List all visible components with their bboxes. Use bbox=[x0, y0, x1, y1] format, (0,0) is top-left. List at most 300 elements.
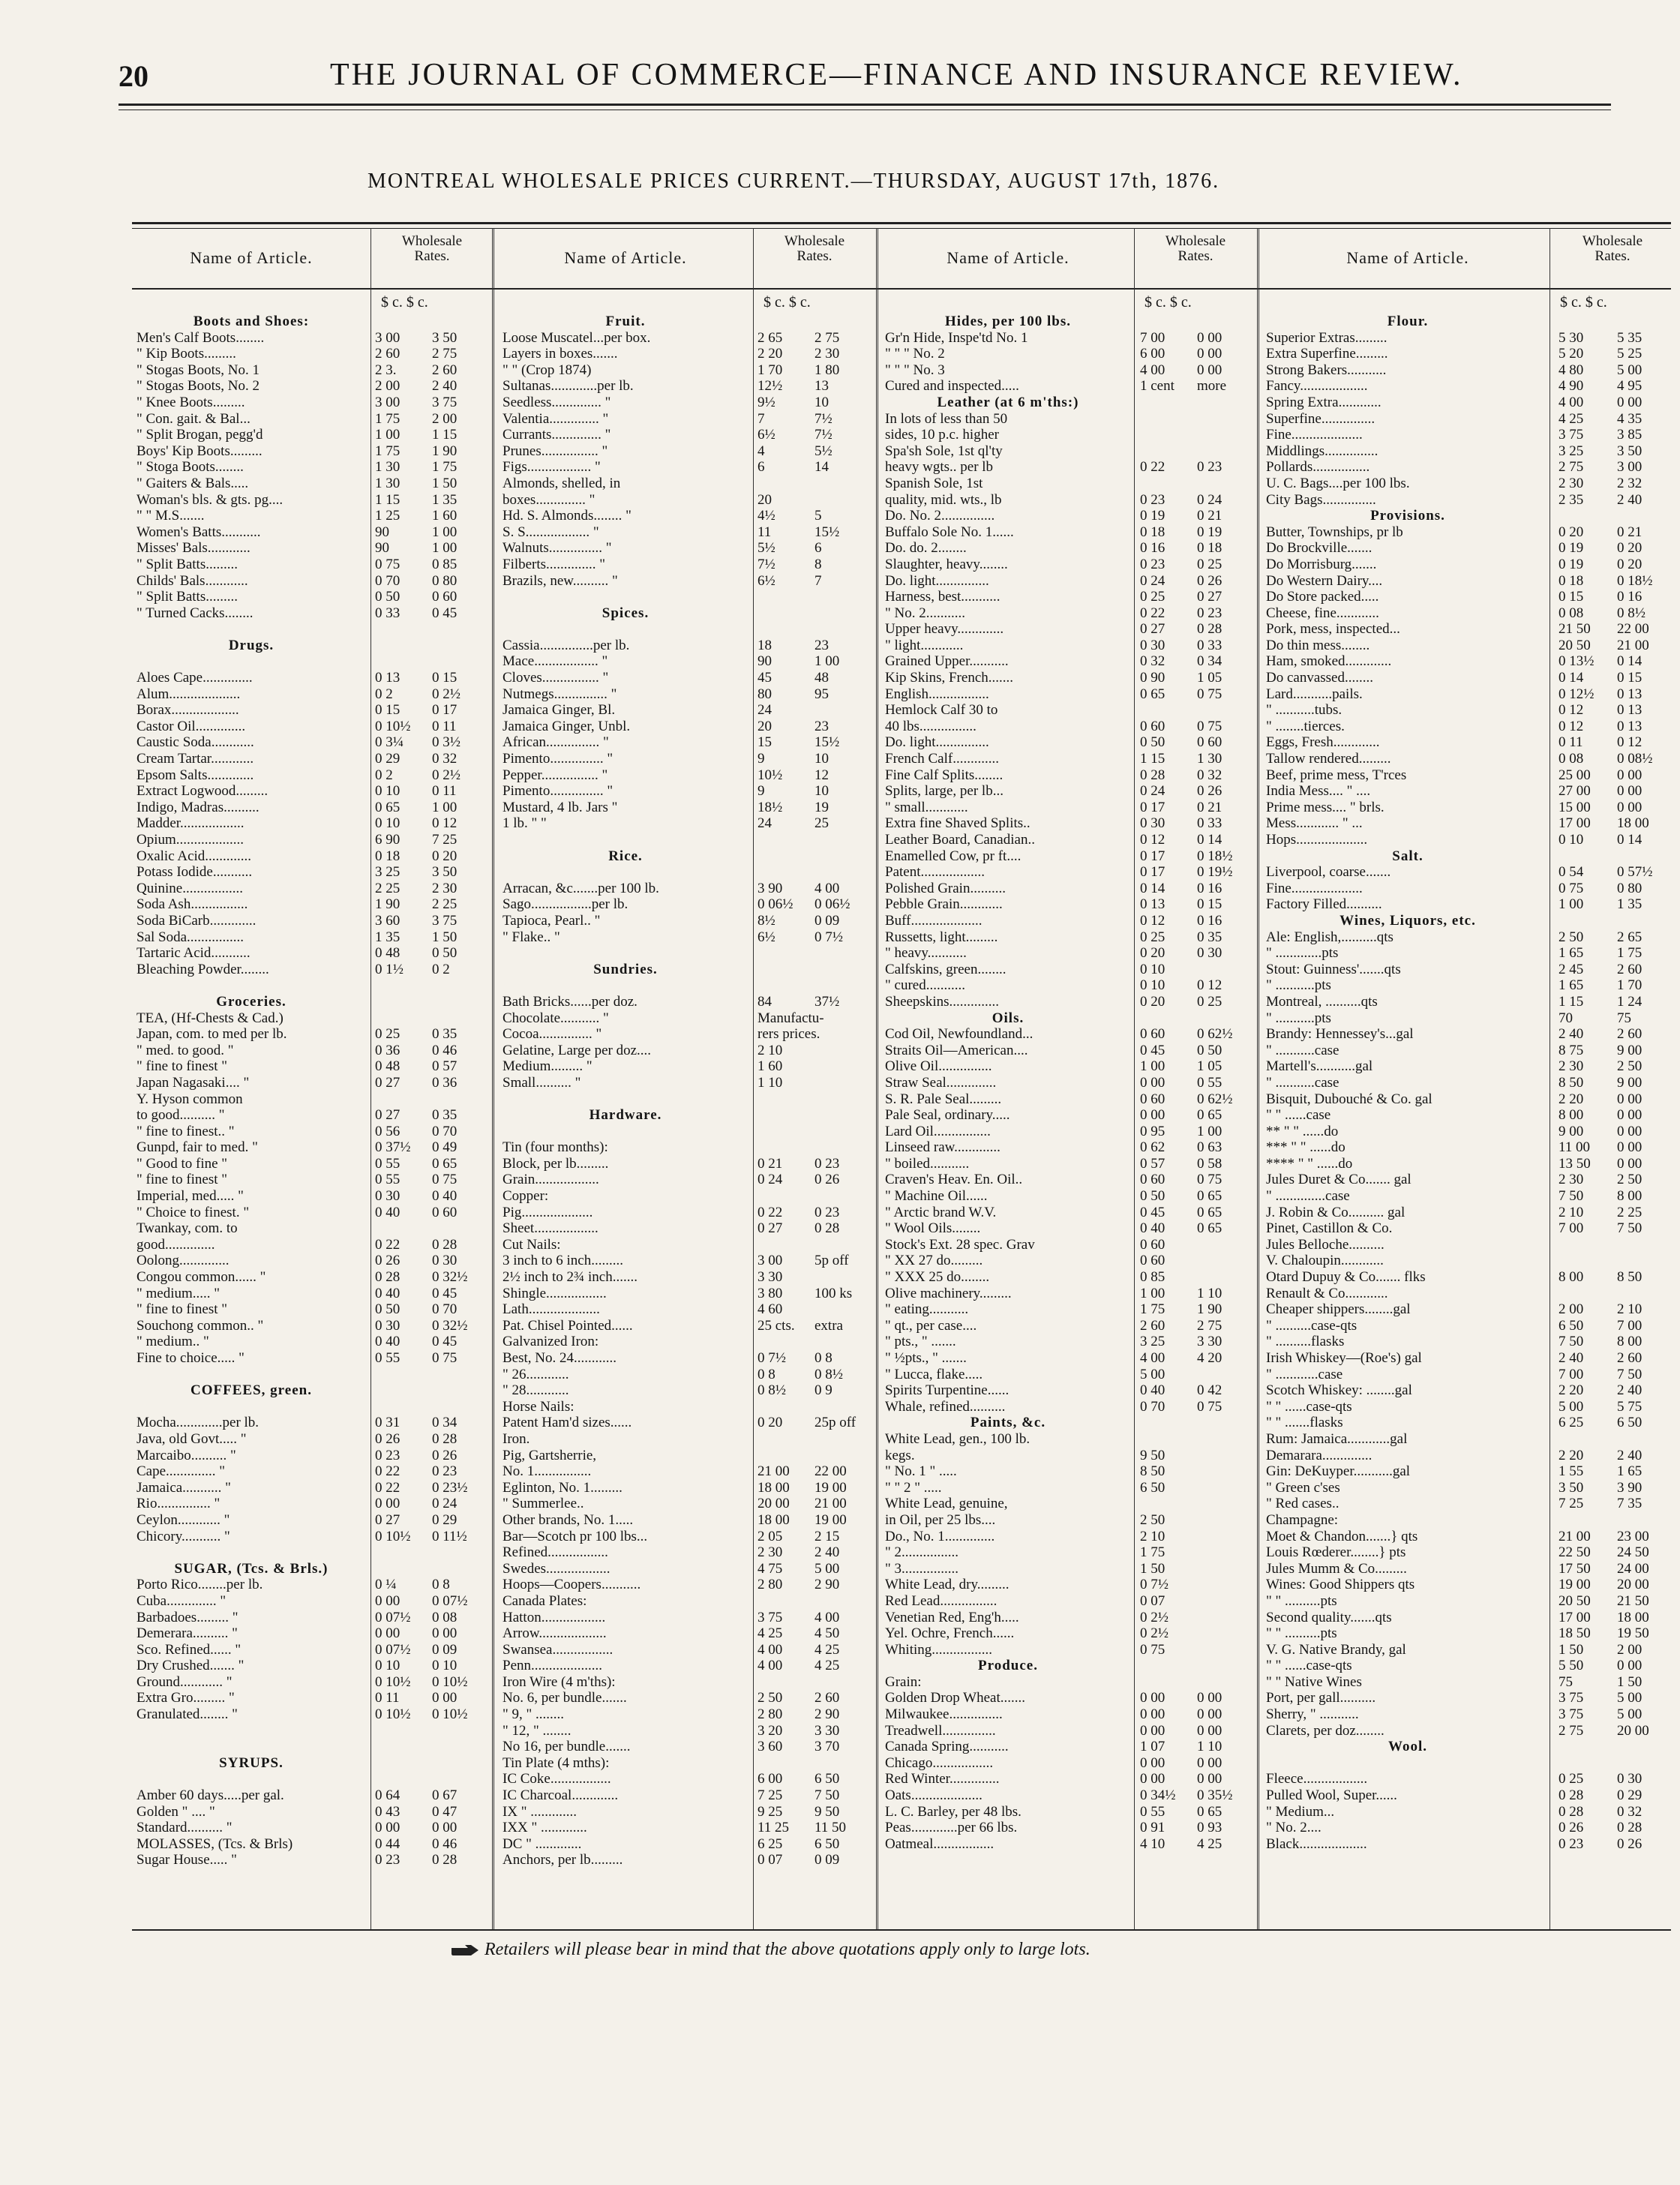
rate-high: 0 75 bbox=[432, 1350, 458, 1366]
rate-high: 3 70 bbox=[814, 1739, 840, 1755]
article-name: In lots of less than 50 bbox=[885, 410, 1008, 427]
table-row bbox=[1262, 1399, 1677, 1415]
rate-low: 0 55 bbox=[1140, 1803, 1166, 1820]
table-row bbox=[498, 1820, 873, 1836]
table-top-rule bbox=[132, 222, 1671, 224]
article-name bbox=[132, 1399, 369, 1415]
rate-low: 1 55 bbox=[1558, 1463, 1584, 1480]
rate-high: 1 05 bbox=[1197, 670, 1222, 686]
article-name: Tapioca, Pearl.. " bbox=[502, 912, 601, 929]
table-row bbox=[880, 1237, 1256, 1253]
rate-high: 0 28 bbox=[432, 1236, 458, 1253]
table-row bbox=[498, 1577, 873, 1593]
table-row bbox=[880, 1625, 1256, 1642]
rate-low: 2 75 bbox=[1558, 459, 1584, 476]
rate-high bbox=[814, 621, 872, 638]
article-name: Red Winter.............. bbox=[885, 1771, 1000, 1787]
rate-high: 0 49 bbox=[432, 1139, 458, 1156]
rate-high bbox=[1197, 1480, 1254, 1496]
article-name: Soda Ash................ bbox=[136, 896, 248, 913]
rate-low: 80 bbox=[758, 686, 772, 702]
rate-low: 0 00 bbox=[375, 1592, 400, 1609]
rate-high: 0 00 bbox=[1617, 799, 1642, 815]
table-row bbox=[132, 670, 490, 686]
rate-high: 10 bbox=[814, 394, 829, 410]
rate-high bbox=[1197, 1674, 1254, 1691]
rate-high: 0 27 bbox=[1197, 589, 1222, 605]
table-row bbox=[132, 1026, 490, 1043]
table-row bbox=[498, 783, 873, 800]
rate-low: 2 20 bbox=[758, 346, 783, 362]
article-name: Demarara.............. bbox=[1266, 1447, 1372, 1463]
article-name: Cut Nails: bbox=[502, 1236, 561, 1253]
rate-low: 0 19 bbox=[1558, 540, 1584, 557]
rate-low: 0 2½ bbox=[1140, 1625, 1168, 1642]
rate-high: 0 7½ bbox=[814, 929, 843, 945]
rate-high: 0 8½ bbox=[814, 1366, 843, 1382]
rate-high: 25p off bbox=[814, 1415, 856, 1431]
table-row bbox=[132, 1188, 490, 1205]
table-row bbox=[498, 1625, 873, 1642]
rate-high: 23 00 bbox=[1617, 1528, 1649, 1544]
rate-low: 21 00 bbox=[758, 1463, 790, 1480]
article-name: Fancy................... bbox=[1266, 378, 1368, 395]
rate-high: 2 00 bbox=[432, 410, 458, 427]
table-row bbox=[1262, 589, 1677, 605]
article-name: " 12, " ........ bbox=[502, 1722, 572, 1739]
rate-low: 2 80 bbox=[758, 1577, 783, 1593]
rate-high: 2 90 bbox=[814, 1706, 840, 1723]
rate-high: 1 50 bbox=[1617, 1673, 1642, 1690]
rate-low bbox=[1552, 1237, 1617, 1253]
rate-low bbox=[752, 1091, 814, 1108]
rate-high: 0 28 bbox=[432, 1852, 458, 1868]
table-row bbox=[1262, 1301, 1677, 1318]
rate-high: 0 30 bbox=[432, 1253, 458, 1269]
table-row bbox=[880, 670, 1256, 686]
rate-high bbox=[814, 1026, 872, 1043]
rate-low: 0 75 bbox=[1140, 1641, 1166, 1658]
rate-low: 9 25 bbox=[758, 1803, 783, 1820]
price-list-column bbox=[132, 314, 490, 1868]
table-row bbox=[132, 1253, 490, 1269]
article-name bbox=[132, 1771, 369, 1787]
article-name: " ...........tubs. bbox=[1266, 702, 1342, 719]
table-row bbox=[498, 1269, 873, 1286]
table-row bbox=[880, 767, 1256, 784]
table-row bbox=[1262, 1706, 1677, 1723]
rate-high: 0 00 bbox=[1197, 1706, 1222, 1723]
rate-high: 24 50 bbox=[1617, 1544, 1649, 1561]
rate-high: 6 50 bbox=[814, 1771, 840, 1787]
rate-high: 3 00 bbox=[1617, 459, 1642, 476]
table-row bbox=[880, 540, 1256, 557]
table-row bbox=[132, 1852, 490, 1868]
rate-high: 0 58 bbox=[1197, 1155, 1222, 1172]
rate-low: 0 10 bbox=[375, 1658, 400, 1674]
rate-low: 0 10 bbox=[375, 783, 400, 800]
table-row bbox=[1262, 492, 1677, 509]
rate-high: 5 bbox=[814, 508, 822, 524]
table-row bbox=[498, 896, 873, 913]
table-row bbox=[132, 1220, 490, 1237]
article-name: Potass Iodide........... bbox=[136, 864, 253, 881]
rate-low: 0 55 bbox=[375, 1155, 400, 1172]
rate-high: 0 28 bbox=[1617, 1820, 1642, 1836]
rate-low: 0 23 bbox=[375, 1447, 400, 1463]
table-row bbox=[498, 1755, 873, 1772]
article-name: Cod Oil, Newfoundland... bbox=[885, 1026, 1034, 1043]
rate-low: 3 90 bbox=[758, 880, 783, 896]
rate-high: 0 09 bbox=[432, 1641, 458, 1658]
table-row bbox=[880, 1188, 1256, 1205]
rate-low: 0 13½ bbox=[1558, 653, 1594, 670]
rate-low bbox=[1134, 1496, 1197, 1512]
table-row bbox=[498, 929, 873, 946]
rate-low: 0 23 bbox=[1558, 1835, 1584, 1852]
table-row bbox=[132, 557, 490, 573]
article-name: Pale Seal, ordinary..... bbox=[885, 1107, 1010, 1124]
article-name: Sheepskins.............. bbox=[885, 993, 999, 1010]
rate-high: 1 30 bbox=[1197, 751, 1222, 767]
table-row bbox=[1262, 1172, 1677, 1188]
rate-low: 2 30 bbox=[1558, 475, 1584, 491]
table-row bbox=[880, 1350, 1256, 1367]
rate-high: 0 20 bbox=[1617, 540, 1642, 557]
rate-high: 0 36 bbox=[432, 1074, 458, 1091]
rate-high: 9 00 bbox=[1617, 1042, 1642, 1058]
rate-low: 0 18 bbox=[1558, 572, 1584, 589]
article-name: in Oil, per 25 lbs.... bbox=[885, 1511, 996, 1528]
table-row bbox=[498, 1787, 873, 1804]
article-name: Prunes................ " bbox=[502, 443, 608, 459]
table-row bbox=[132, 378, 490, 395]
rate-low: 0 30 bbox=[1140, 815, 1166, 832]
rate-high: 0 8½ bbox=[1617, 605, 1646, 621]
rate-high: 2 25 bbox=[432, 896, 458, 913]
rate-low: 0 10½ bbox=[375, 1673, 411, 1690]
table-row bbox=[132, 767, 490, 784]
table-row bbox=[498, 1220, 873, 1237]
rate-high: 0 18½ bbox=[1197, 848, 1233, 864]
rate-high: 4 25 bbox=[814, 1658, 840, 1674]
rate-high: 0 33 bbox=[1197, 815, 1222, 832]
rate-high: 0 00 bbox=[1197, 1754, 1222, 1771]
section-heading bbox=[132, 1561, 490, 1577]
table-row bbox=[880, 638, 1256, 654]
article-name: Loose Muscatel...per box. bbox=[502, 329, 651, 346]
article-name: " qt., per case.... bbox=[885, 1317, 977, 1334]
table-row bbox=[880, 1043, 1256, 1059]
article-name: Walnuts............... " bbox=[502, 540, 612, 557]
rate-low: 5 00 bbox=[1558, 1398, 1584, 1415]
rate-high: 0 62½ bbox=[1197, 1091, 1233, 1107]
article-name: Swansea................. bbox=[502, 1641, 614, 1658]
table-row bbox=[880, 815, 1256, 832]
article-name: Currants.............. " bbox=[502, 427, 611, 443]
column-header-name: Name of Article. bbox=[190, 248, 313, 267]
article-name: Polished Grain.......... bbox=[885, 880, 1006, 896]
table-row bbox=[1262, 1544, 1677, 1561]
rate-low: 17 50 bbox=[1558, 1560, 1591, 1577]
rate-high: 2 65 bbox=[1617, 929, 1642, 945]
table-row bbox=[498, 1804, 873, 1820]
rate-low: 1 50 bbox=[1558, 1641, 1584, 1658]
article-name: Ground............ " bbox=[136, 1673, 232, 1690]
rate-low bbox=[1134, 702, 1197, 719]
table-row bbox=[498, 1561, 873, 1577]
rate-high bbox=[814, 589, 872, 605]
rate-low bbox=[1552, 1755, 1617, 1772]
table-row bbox=[1262, 734, 1677, 751]
table-row bbox=[498, 459, 873, 476]
article-name: Chicory........... " bbox=[136, 1528, 230, 1544]
rate-high: 0 00 bbox=[1617, 1123, 1642, 1139]
article-name: Iron. bbox=[502, 1430, 530, 1447]
table-row bbox=[1262, 1610, 1677, 1626]
rate-low: 8 00 bbox=[1558, 1269, 1584, 1286]
article-name: Red Lead................ bbox=[885, 1592, 998, 1609]
article-name: " med. to good. " bbox=[136, 1042, 234, 1058]
article-name: Mocha.............per lb. bbox=[136, 1415, 260, 1431]
article-name: Canada Plates: bbox=[502, 1592, 587, 1609]
rate-high bbox=[1197, 1642, 1254, 1658]
article-name: Martell's...........gal bbox=[1266, 1058, 1373, 1075]
table-row bbox=[1262, 977, 1677, 994]
article-name: No. 6, per bundle....... bbox=[502, 1690, 627, 1706]
rate-high bbox=[432, 1723, 489, 1739]
article-name: Golden Drop Wheat....... bbox=[885, 1690, 1025, 1706]
rate-high: 0 60 bbox=[432, 589, 458, 605]
table-row bbox=[498, 734, 873, 751]
article-name: Cured and inspected..... bbox=[885, 378, 1019, 395]
rate-low: 3 00 bbox=[375, 329, 400, 346]
rate-low: 0 2 bbox=[375, 686, 393, 702]
table-row bbox=[498, 1318, 873, 1334]
rate-low: 7 bbox=[758, 410, 765, 427]
rate-high: 0 09 bbox=[814, 1852, 840, 1868]
article-name: J. Robin & Co.......... gal bbox=[1266, 1204, 1406, 1220]
section-heading bbox=[1262, 508, 1677, 524]
rate-high: 2 32 bbox=[1617, 475, 1642, 491]
rate-low: 0 27 bbox=[375, 1074, 400, 1091]
table-row bbox=[132, 1415, 490, 1431]
rate-high bbox=[432, 1544, 489, 1561]
article-name bbox=[498, 1091, 752, 1108]
table-row bbox=[498, 540, 873, 557]
rate-low: 0 18 bbox=[375, 848, 400, 864]
rate-high: 0 65 bbox=[1197, 1220, 1222, 1237]
table-row bbox=[498, 1253, 873, 1269]
rate-high: 5 00 bbox=[1617, 1706, 1642, 1723]
rate-high: 24 00 bbox=[1617, 1560, 1649, 1577]
article-name: Pepper................ " bbox=[502, 767, 608, 783]
table-row bbox=[1262, 881, 1677, 897]
rate-low: 3 80 bbox=[758, 1285, 783, 1301]
article-name: " Machine Oil...... bbox=[885, 1188, 988, 1205]
rate-low: 0 19 bbox=[1558, 556, 1584, 572]
table-row bbox=[880, 330, 1256, 347]
rate-low: 18½ bbox=[758, 799, 783, 815]
rate-low: 6½ bbox=[758, 572, 776, 589]
article-name: Sugar House..... " bbox=[136, 1852, 237, 1868]
table-row bbox=[880, 734, 1256, 751]
table-row bbox=[880, 1706, 1256, 1723]
article-name: Tallow rendered......... bbox=[1266, 751, 1391, 767]
rate-low: 24 bbox=[758, 702, 772, 719]
rate-low: 0 25 bbox=[375, 1026, 400, 1043]
rate-low: 0 65 bbox=[1140, 686, 1166, 702]
article-name: good.............. bbox=[136, 1236, 215, 1253]
rate-high: 0 35½ bbox=[1197, 1787, 1233, 1804]
rate-high bbox=[814, 1674, 872, 1691]
table-row bbox=[132, 962, 490, 978]
table-row bbox=[132, 686, 490, 703]
rate-high: 0 08 bbox=[432, 1609, 458, 1625]
rate-high: 0 32½ bbox=[432, 1269, 468, 1286]
table-row bbox=[880, 476, 1256, 492]
rate-high: 22 00 bbox=[814, 1463, 847, 1480]
article-name: Bath Bricks......per doz. bbox=[502, 993, 638, 1010]
rate-high: 0 00 bbox=[1617, 767, 1642, 783]
rate-low: 0 29 bbox=[375, 751, 400, 767]
article-name: " Red cases.. bbox=[1266, 1496, 1340, 1512]
rate-low: 0 2½ bbox=[1140, 1609, 1168, 1625]
column-units: $ c. $ c. bbox=[764, 294, 811, 311]
rate-low: 4 00 bbox=[1140, 362, 1166, 378]
rate-low: 0 12 bbox=[1140, 832, 1166, 848]
article-name: " 26............ bbox=[502, 1366, 569, 1382]
rate-low bbox=[1552, 1286, 1617, 1302]
article-name: White Lead, dry......... bbox=[885, 1577, 1010, 1593]
rate-low: 0 23 bbox=[1140, 556, 1166, 572]
rate-low bbox=[369, 1771, 432, 1787]
table-row bbox=[132, 427, 490, 443]
rate-low: 0 20 bbox=[1140, 993, 1166, 1010]
rate-high: 0 08½ bbox=[1617, 751, 1653, 767]
table-row bbox=[132, 815, 490, 832]
article-name: Brandy: Hennessey's...gal bbox=[1266, 1026, 1414, 1043]
rate-low bbox=[752, 945, 814, 962]
table-row bbox=[498, 1674, 873, 1691]
table-row bbox=[880, 864, 1256, 881]
table-row bbox=[132, 848, 490, 865]
article-name bbox=[498, 1124, 752, 1140]
section-heading bbox=[132, 638, 490, 654]
article-name: " fine to finest " bbox=[136, 1301, 228, 1318]
rate-low: 0 22 bbox=[1140, 459, 1166, 476]
article-name: Rio............... " bbox=[136, 1496, 220, 1512]
article-name: Enamelled Cow, pr ft.... bbox=[885, 848, 1022, 864]
rate-low: 9 bbox=[758, 783, 765, 800]
article-name: Souchong common.. " bbox=[136, 1317, 264, 1334]
rate-high bbox=[432, 1220, 489, 1237]
article-name: Best, No. 24............ bbox=[502, 1350, 616, 1366]
article-name: Upper heavy............. bbox=[885, 621, 1004, 638]
rate-high: 0 25 bbox=[1197, 556, 1222, 572]
rate-low: 2 75 bbox=[1558, 1722, 1584, 1739]
article-name: Do. light............... bbox=[885, 734, 989, 751]
rate-high: 2 60 bbox=[1617, 1350, 1642, 1366]
table-row bbox=[1262, 1139, 1677, 1156]
rate-high bbox=[432, 1399, 489, 1415]
table-row bbox=[1262, 1286, 1677, 1302]
rate-high: 0 50 bbox=[1197, 1042, 1222, 1058]
article-name: 2½ inch to 2¾ inch....... bbox=[502, 1269, 638, 1286]
rate-high: 1 05 bbox=[1197, 1058, 1222, 1075]
article-name: White Lead, gen., 100 lb. bbox=[885, 1430, 1030, 1447]
table-row bbox=[132, 1674, 490, 1691]
article-name: " ..........flasks bbox=[1266, 1334, 1345, 1350]
table-row bbox=[1262, 864, 1677, 881]
rate-high: 0 75 bbox=[1197, 1172, 1222, 1188]
column-header-rates: Wholesale Rates. bbox=[1582, 233, 1643, 264]
table-row bbox=[880, 492, 1256, 509]
table-row bbox=[498, 881, 873, 897]
rate-high: 0 50 bbox=[432, 945, 458, 962]
article-name: " cured........... bbox=[885, 977, 965, 994]
table-row bbox=[1262, 1367, 1677, 1383]
table-row bbox=[498, 1431, 873, 1448]
article-name: Soda BiCarb............. bbox=[136, 912, 256, 929]
article-name: Sultanas.............per lb. bbox=[502, 378, 634, 395]
table-row bbox=[132, 1771, 490, 1787]
rate-high: 3 85 bbox=[1617, 427, 1642, 443]
column-header-name: Name of Article. bbox=[1346, 248, 1469, 267]
rate-low: 4 80 bbox=[1558, 362, 1584, 378]
table-row bbox=[880, 1723, 1256, 1739]
rate-low: 6 50 bbox=[1140, 1479, 1166, 1496]
rate-high: 0 00 bbox=[1617, 394, 1642, 410]
rate-low bbox=[1134, 476, 1197, 492]
rate-low: 0 54 bbox=[1558, 864, 1584, 881]
rate-low: 1 25 bbox=[375, 508, 400, 524]
rate-high: 0 19½ bbox=[1197, 864, 1233, 881]
rate-low: 75 bbox=[1558, 1673, 1573, 1690]
rate-low: 2 60 bbox=[1140, 1317, 1166, 1334]
rate-high: 0 06½ bbox=[814, 896, 850, 913]
rate-low: 7 50 bbox=[1558, 1334, 1584, 1350]
section-heading bbox=[132, 1755, 490, 1772]
rate-high: 7 50 bbox=[814, 1787, 840, 1804]
article-name: Indigo, Madras.......... bbox=[136, 799, 260, 815]
rate-low: 1 cent bbox=[1140, 378, 1174, 395]
rate-high: 0 85 bbox=[432, 556, 458, 572]
table-row bbox=[880, 1026, 1256, 1043]
table-row bbox=[498, 1043, 873, 1059]
table-row bbox=[880, 1269, 1256, 1286]
rate-low: 4 25 bbox=[758, 1625, 783, 1642]
article-name: Leather (at 6 m'ths:) bbox=[937, 394, 1079, 410]
rate-high: 0 00 bbox=[432, 1820, 458, 1836]
rate-high: 0 00 bbox=[432, 1690, 458, 1706]
article-name: Pimento............... " bbox=[502, 783, 614, 800]
table-row bbox=[132, 508, 490, 524]
rate-low: 0 26 bbox=[375, 1430, 400, 1447]
rate-high bbox=[1197, 443, 1254, 460]
rate-low: 0 3¼ bbox=[375, 734, 404, 751]
rate-high: 0 16 bbox=[1197, 880, 1222, 896]
rate-low: 0 10 bbox=[1558, 832, 1584, 848]
rate-high bbox=[814, 1755, 872, 1772]
article-name bbox=[498, 621, 752, 638]
rate-high: 1 00 bbox=[1197, 1123, 1222, 1139]
rate-low: 0 24 bbox=[758, 1172, 783, 1188]
article-name: Lard Oil................ bbox=[885, 1123, 991, 1139]
rate-low: 0 11 bbox=[1558, 734, 1583, 751]
rate-low bbox=[752, 864, 814, 881]
rate-low: 1 30 bbox=[375, 459, 400, 476]
